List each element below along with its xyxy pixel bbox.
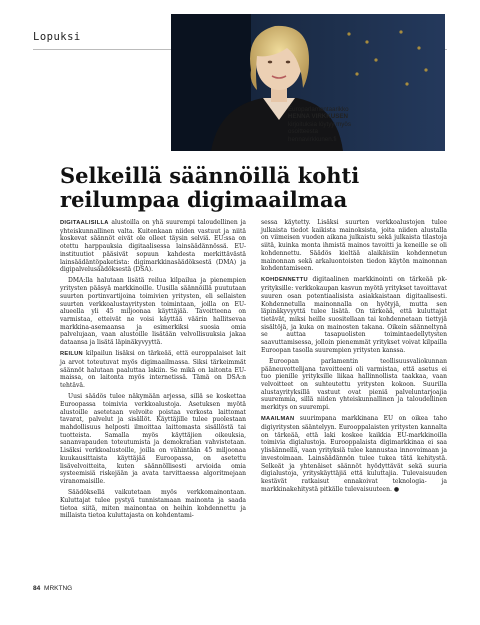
paragraph xyxy=(261,219,447,273)
section-label: Lopuksi xyxy=(33,31,81,43)
paragraph xyxy=(261,276,447,354)
paragraph-text: Euroopan parlamentin teollisuusvaliokunnan pääneuvottelijana tavoitteeni oli varmistaa, että asetus ei tuo pienille yrityksille liikaa hallinnollista taakkaa, vaan velvoitteet on suhteutettu yritysten kokoon. Suurilla alustayrityksillä vastuut ovat pieniä palveluntarjoajia suuremmia, sillä niiden yhteiskunnallinen ja taloudellinen merkitys on suurempi. xyxy=(261,357,447,412)
headline-line: Selkeillä säännöillä kohti xyxy=(60,163,360,188)
caption-name: HENNA VIRKKUSEN xyxy=(288,113,348,121)
paragraph xyxy=(261,358,447,412)
paragraph xyxy=(60,489,246,520)
headline-line: reilumpaa digimaailmaa xyxy=(60,187,348,212)
caption-website: hennavirkkunen.fi xyxy=(288,135,337,143)
paragraph xyxy=(60,350,246,390)
caption-line: osoitteesta xyxy=(288,128,318,136)
paragraph-lead: REILUN xyxy=(60,351,83,358)
paragraph-text: digitaalinen markkinointi on tärkeää pk-yrityksille: verkkokaupan kasvun myötä yritykset tavoittavat suuren osan potentiaalisista asiakkaistaan digitaalisesti. Kohdennetulla mainonnalla on hyötyjä, mutta sen läpinäkyvyyttä tulee lisätä. On tärkeää, että kuluttajat tietävät, miksi heille suositellaan tai kohdennetaan tiettyjä sisältöjä, ja kuka on mainosten takana. Oikein säänneltynä se auttaa tasapuolisten toimintaedellytysten saavuttamisessa, jolloin pienemmät yritykset voivat kilpailla Euroopan tasolla suurempien yritysten kanssa. xyxy=(261,276,447,354)
paragraph-lead: DIGITAALISILLA xyxy=(60,220,109,226)
caption-line: kirjoituksia löytyy myös xyxy=(288,120,351,128)
paragraph-text: sessa käytetty. Lisäksi suurten verkkoalustojen tulee julkaista tiedot kaikista mainoksista, joita niiden alustalla on viimeisen vuoden aikana julkaistu sekä julkaista tilastoja siitä, kuinka monta ihmistä mainos tavoitti ja keneille se oli kohdennettu. Säädös kieltää alaikäisiin kohdennetun mainonnan sekä arkaluontoisten tiedon käytön mainonnan kohdentamiseen. xyxy=(261,219,447,273)
paragraph-lead: MAAILMAN xyxy=(261,416,295,423)
article-headline xyxy=(60,164,450,212)
paragraph-text: Uusi säädös tulee näkymään arjessa, sillä se koskettaa Euroopassa toimivia verkkoalustoja. Asetuksen myötä alustoille asetetaan velvoite poistaa verkosta laittomat tavarat, palvelut ja sisällöt. Käyttäjille tulee puolestaan mahdollisuus helposti ilmoittaa laittomasta sisällöstä tai tuotteista. Samalla myös käyttäjien oikeuksia, sananvapauden toteutumista ja demokratian vahvistetaan. Lisäksi verkkoalustoille, joilla on vähintään 45 miljoonaa kuukausittaista käyttäjää Euroopassa, on asetettu lisävelvoitteita, kuten säännöllisesti arvioida omia systeemisiä riskejään ja avata tarvittaessa algoritmejaan viranomaisille. xyxy=(60,393,246,485)
paragraph-text: Säädöksellä vaikutetaan myös verkkomainontaan. Kuluttajat tulee pystyä tunnistamaan mainonta ja saada tietoa siitä, miten mainontaa on heihin kohdennettu ja millaista tietoa kuluttajasta on kohdentami- xyxy=(60,489,246,520)
article-column-left xyxy=(60,219,246,524)
paragraph-lead: KOHDENNETTU xyxy=(261,277,308,284)
paragraph xyxy=(261,415,447,493)
caption-title: Europarlamentaarikko xyxy=(288,106,349,113)
paragraph xyxy=(60,393,246,485)
author-caption xyxy=(288,106,408,143)
paragraph-text: kilpailun lisäksi on tärkeää, että europpalaiset lait ja arvot toteutuvat myös digimaailmassa. Siksi tärkeimmät säännöt halutaan paaluttaa lakiin. Se mikä on laitonta EU-maissa, on laitonta myös internetissä. Tämä on DSA:n tehtävä. xyxy=(60,350,246,390)
paragraph xyxy=(60,219,246,274)
paragraph-text: suurimpana markkinana EU on oikea taho digiyritysten sääntelyyn. Eurooppalaisten yritysten kannalta on tärkeää, että laki koskee kaikkia EU-markkinoilla toimivia digialustoja. Eurooppalaista digimarkkinaa ei saa ylisäännellä, vaan yrityksiä tulee kannustaa innovoimaan ja investoimaan. Lainsäädännön tulee tukea tätä kehitystä. Selkeät ja yhtenäiset säännöt hyödyttävät sekä suuria digialustoja, yrityskäyttäjiä että kuluttajia. Tulevaisuuden kestävät ratkaisut ennakoivat teknologia- ja markkinakehitystä pitkälle tulevaisuuteen. ● xyxy=(261,415,447,493)
page-footer xyxy=(33,585,72,592)
publication-name: MRKTNG xyxy=(44,585,73,592)
paragraph xyxy=(60,277,246,346)
page-number: 84 xyxy=(33,585,41,592)
paragraph-text: alustoilla on yhä suurempi taloudellinen ja yhteiskunnallinen valta. Kuitenkaan niiden vastuut ja niitä koskevat säännöt eivät ole olleet täysin selviä. EU:ssa on otettu harppauksia digitaalisessa lainsäädännössä. EU-instituutiot pääsivät sopuun kahdesta merkittävästä lainsäädäntöpaketista: digimarkkinasäädöksestä (DMA) ja digipalvelusäädöksestä (DSA). xyxy=(60,219,246,274)
article-column-right xyxy=(261,219,447,497)
paragraph-text: DMA:lla halutaan lisätä reilua kilpailua ja pienempien yritysten pääsyä markkinoille. Uusilla säännöillä puututaan suurten portinvartijoina toimivien yritysten, eli sellaisten suurten verkkoalustayritysten toimintaan, joilla on EU-alueella yli 45 miljoonaa käyttäjää. Tavoitteena on varmistaa, etteivät ne voisi käyttää väärin hallitsevaa markkina-asemaansa ja esimerkiksi suosia omia palvelujaan, vaan alustoille lisätään velvollisuuksia jakaa dataansa ja lisätä läpinäkyvyyttä. xyxy=(60,277,246,347)
